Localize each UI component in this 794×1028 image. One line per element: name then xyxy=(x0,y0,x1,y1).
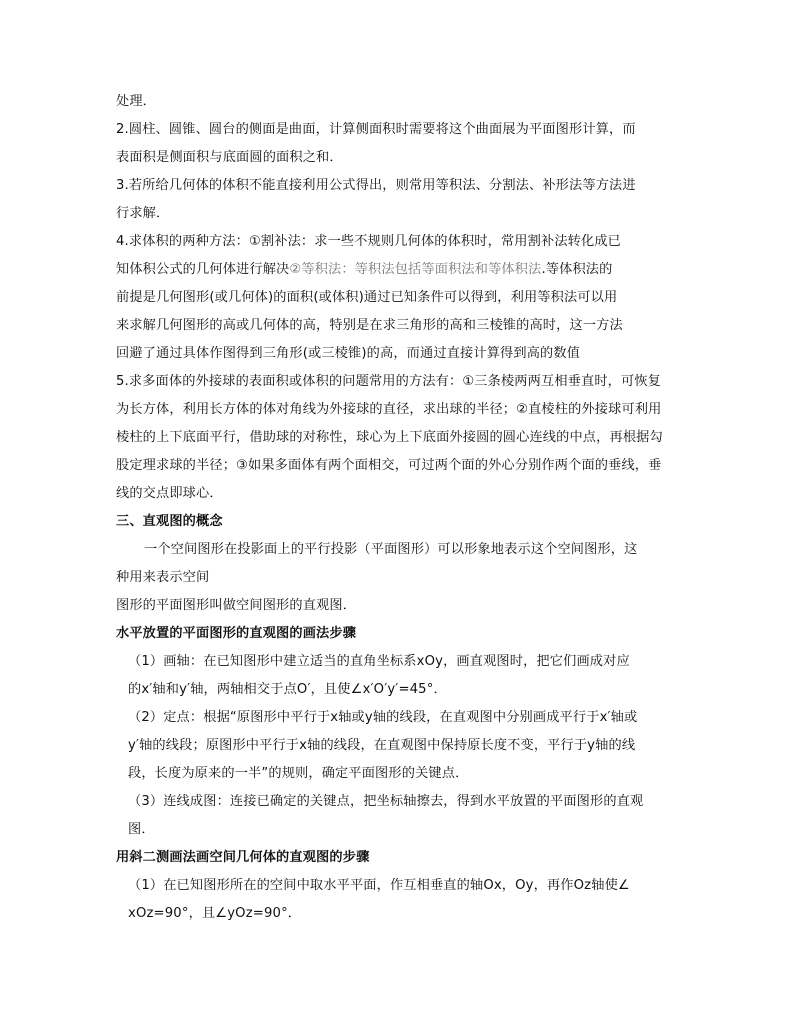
text-line: 为长方体，利用长方体的体对角线为外接球的直径，求出球的半径；②直棱柱的外接球可利用 xyxy=(116,402,662,417)
text-line: 来求解几何图形的高或几何体的高，特别是在求三角形的高和三棱锥的高时，这一方法 xyxy=(116,318,623,333)
text-line: 棱柱的上下底面平行，借助球的对称性，球心为上下底面外接圆的圆心连线的中点，再根据勾 xyxy=(116,430,663,445)
text-line: 的x′轴和y′轴，两轴相交于点O′，且使∠x′O′y′=45°． xyxy=(128,682,447,697)
text-line: 4.求体积的两种方法：①割补法：求一些不规则几何体的体积时，常用割补法转化成已 xyxy=(116,234,622,249)
text-line: 5.求多面体的外接球的表面积或体积的问题常用的方法有：①三条棱两两互相垂直时，可恢复 xyxy=(116,374,662,389)
text-segment-muted: ②等积法：等积法包括等面积法和等体积法 xyxy=(289,262,542,277)
text-line xyxy=(116,262,612,278)
text-line: （2）定点：根据“原图形中平行于x轴或y轴的线段，在直观图中分别画成平行于x′轴或 xyxy=(128,710,638,725)
text-line: 2.圆柱、圆锥、圆台的侧面是曲面，计算侧面积时需要将这个曲面展为平面图形计算，而 xyxy=(116,122,636,137)
text-line: y′轴的线段；原图形中平行于x轴的线段，在直观图中保持原长度不变，平行于y轴的线 xyxy=(128,738,636,753)
text-line: （1）在已知图形所在的空间中取水平平面，作互相垂直的轴Ox，Oy，再作Oz轴使∠ xyxy=(128,878,630,893)
text-line: 3.若所给几何体的体积不能直接利用公式得出，则常用等积法、分割法、补形法等方法进 xyxy=(116,178,636,193)
text-line: 图形的平面图形叫做空间图形的直观图． xyxy=(116,598,357,613)
text-line: 回避了通过具体作图得到三角形(或三棱锥)的高，而通过直接计算得到高的数值 xyxy=(116,346,581,361)
text-line: （1）画轴：在已知图形中建立适当的直角坐标系xOy，画直观图时，把它们画成对应 xyxy=(128,654,630,669)
text-line: （3）连线成图：连接已确定的关键点，把坐标轴擦去，得到水平放置的平面图形的直观 xyxy=(128,794,644,809)
subheading: 水平放置的平面图形的直观图的画法步骤 xyxy=(116,626,357,641)
text-segment: 知体积公式的几何体进行解决 xyxy=(116,262,290,277)
text-line: 行求解． xyxy=(116,206,170,221)
text-line: 处理． xyxy=(116,94,157,109)
text-line: 表面积是侧面积与底面圆的面积之和． xyxy=(116,150,343,165)
text-line: 股定理求球的半径；③如果多面体有两个面相交，可过两个面的外心分别作两个面的垂线，垂 xyxy=(116,458,662,473)
text-segment: .等体积法的 xyxy=(541,262,613,277)
subheading: 用斜二测画法画空间几何体的直观图的步骤 xyxy=(116,850,370,865)
text-line: 一个空间图形在投影面上的平行投影（平面图形）可以形象地表示这个空间图形，这 xyxy=(144,542,638,557)
text-line: xOz=90°，且∠yOz=90°． xyxy=(128,906,302,921)
text-line: 段，长度为原来的一半”的规则，确定平面图形的关键点． xyxy=(128,766,469,781)
text-line: 图． xyxy=(128,822,155,837)
text-line: 种用来表示空间 xyxy=(116,570,210,585)
text-line: 线的交点即球心． xyxy=(116,486,223,501)
section-heading: 三、直观图的概念 xyxy=(116,514,223,529)
text-line: 前提是几何图形(或几何体)的面积(或体积)通过已知条件可以得到，利用等积法可以用 xyxy=(116,290,618,305)
